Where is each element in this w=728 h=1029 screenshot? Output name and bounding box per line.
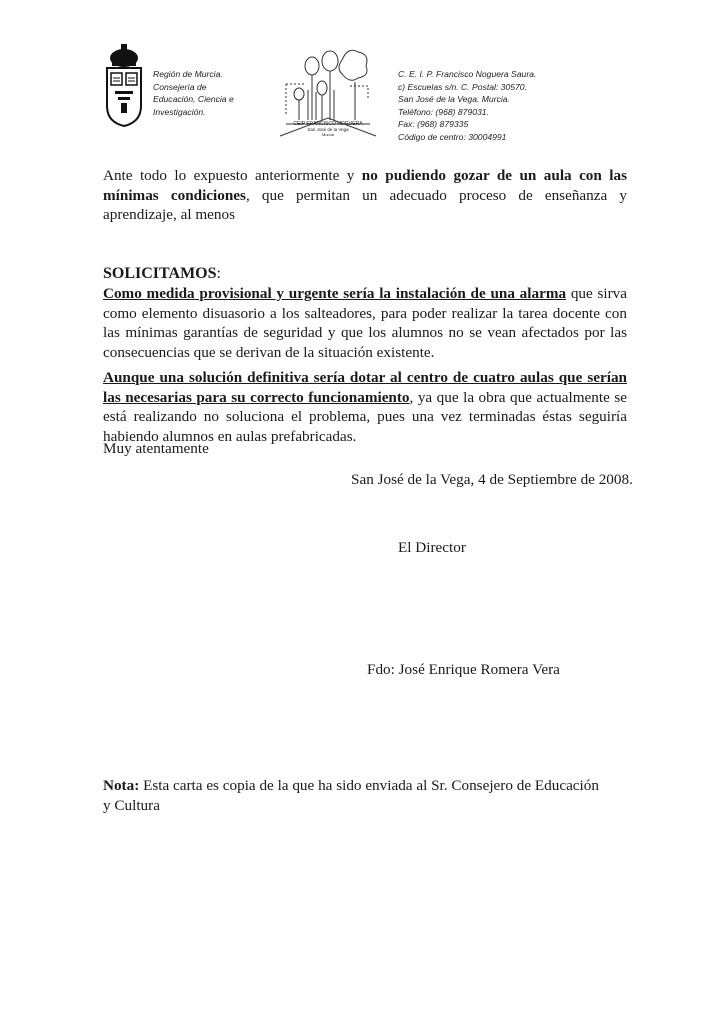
header-left-text bbox=[153, 68, 273, 118]
closing-phrase: Muy atentamente bbox=[103, 440, 209, 457]
school-logo-line1: CEIP FRANCISCO NOGUERA bbox=[293, 121, 363, 127]
intro-paragraph: Ante todo lo expuesto anteriormente y no pudiendo gozar de un aula con las mínimas condiciones, que permitan un adecuado proceso de enseñanza y aprendizaje, al menos bbox=[103, 167, 627, 224]
signature-line: Fdo: José Enrique Romera Vera bbox=[367, 661, 560, 678]
header-left-line: Educación, Ciencia e bbox=[153, 94, 234, 105]
header-right-line: c) Escuelas s/n. C. Postal: 30570. bbox=[398, 81, 527, 92]
header-right-line: C. E. I. P. Francisco Noguera Saura. bbox=[398, 69, 537, 79]
header-left-line: Región de Murcia. bbox=[153, 69, 223, 79]
request-1-emphasis: Como medida provisional y urgente sería la instalación de una alarma bbox=[103, 285, 567, 302]
header-left-line: Consejería de bbox=[153, 81, 207, 92]
request-paragraph-2: Aunque una solución definitiva sería dotar al centro de cuatro aulas que serían las necesarias para su correcto funcionamiento, ya que la obra que actualmente se está realizando no soluciona el problema, pues una vez terminadas éstas seguiría habiendo alumnos en aulas prefabricadas. bbox=[103, 369, 627, 445]
header-right-line: San José de la Vega. Murcia. bbox=[398, 94, 510, 105]
header-left-line: Investigación. bbox=[153, 106, 206, 117]
header-right-line: Fax: (968) 879335 bbox=[398, 119, 469, 130]
note-label: Nota: bbox=[103, 777, 140, 794]
request-2-emphasis: Aunque una solución definitiva sería dotar al centro de cuatro aulas que serían las necesarias para su correcto funcionamiento bbox=[103, 369, 627, 406]
intro-bold-1: no pudiendo gozar de un aula con las mínimas bbox=[103, 167, 627, 204]
intro-bold-2: condiciones bbox=[170, 186, 246, 204]
signatory-title: El Director bbox=[398, 539, 466, 556]
place-date: San José de la Vega, 4 de Septiembre de 2008. bbox=[351, 471, 633, 488]
school-logo bbox=[278, 40, 378, 150]
header-right-text bbox=[398, 68, 598, 144]
coat-of-arms-logo bbox=[104, 44, 144, 128]
request-paragraph-1: Como medida provisional y urgente sería la instalación de una alarma que sirva como elemento disuasorio a los salteadores, para poder realizar la tarea docente con las mínimas garantías de seguridad y que los alumnos no se vean afectados por las consecuencias que se derivan de la situación existente. bbox=[103, 285, 628, 361]
header-right-line: Código de centro: 30004991 bbox=[398, 131, 507, 142]
school-logo-line2: San José de la Vega bbox=[307, 127, 349, 132]
request-heading: SOLICITAMOS: bbox=[103, 265, 221, 282]
school-logo-line3: Murcia bbox=[321, 132, 335, 137]
header-right-line: Teléfono: (968) 879031. bbox=[398, 106, 489, 117]
note-paragraph: Nota: Esta carta es copia de la que ha sido enviada al Sr. Consejero de Educación y Cultura bbox=[103, 777, 599, 814]
